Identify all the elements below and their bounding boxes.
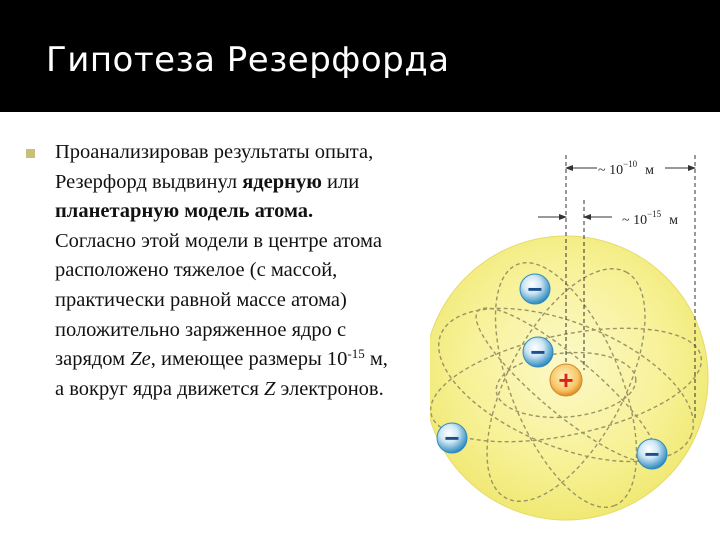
text-l9-a: а вокруг ядра движется xyxy=(55,377,265,400)
electron-4 xyxy=(637,439,667,469)
text-l2: Резерфорд выдвинул xyxy=(55,170,243,193)
text-line-7 xyxy=(55,316,440,346)
text-l1: Проанализировав результаты опыта, xyxy=(55,141,374,163)
text-l2-bold: ядерную xyxy=(242,170,322,193)
text-l9-b: электронов. xyxy=(275,377,384,400)
text-l8-ze: Ze xyxy=(130,348,151,371)
text-line-1 xyxy=(55,138,440,168)
svg-text:−: − xyxy=(444,423,460,453)
text-line-3 xyxy=(55,197,440,227)
body-text xyxy=(55,138,440,404)
electron-1 xyxy=(520,274,550,304)
text-l8-a: зарядом xyxy=(55,348,131,371)
svg-text:−: − xyxy=(527,274,543,304)
text-line-6 xyxy=(55,286,440,316)
bullet-marker xyxy=(26,149,35,158)
nucleus-size-label: ~ $10^{-15}$ м xyxy=(622,209,679,228)
nucleus-plus-sign: + xyxy=(558,365,574,395)
text-l9-z: Z xyxy=(264,377,276,400)
text-l3-bold: планетарную модель атома. xyxy=(55,200,314,223)
text-l8-exp: -15 xyxy=(347,346,365,362)
text-l8-c: м, xyxy=(364,348,388,371)
text-l4: Согласно этой модели в центре атома xyxy=(55,229,382,252)
text-line-2 xyxy=(55,168,440,198)
text-l6: практически равной массе атома) xyxy=(55,288,347,311)
text-l2-end: или xyxy=(321,170,360,193)
electron-2 xyxy=(523,337,553,367)
text-line-9 xyxy=(55,375,440,405)
text-line-8 xyxy=(55,345,440,375)
text-l8-b: , имеющее размеры 10 xyxy=(150,348,348,371)
svg-text:−: − xyxy=(530,337,546,367)
text-line-5 xyxy=(55,256,440,286)
text-l5: расположено тяжелое (с массой, xyxy=(55,259,338,282)
title-bar xyxy=(0,0,720,112)
electron-3 xyxy=(437,423,467,453)
text-line-4 xyxy=(55,227,440,257)
slide-title: Гипотеза Резерфорда xyxy=(46,40,450,80)
svg-text:−: − xyxy=(644,439,660,469)
atom-size-label: ~ $10^{-10}$ м xyxy=(598,159,655,178)
atom-diagram xyxy=(430,150,720,540)
text-l7: положительно заряженное ядро с xyxy=(55,318,347,341)
